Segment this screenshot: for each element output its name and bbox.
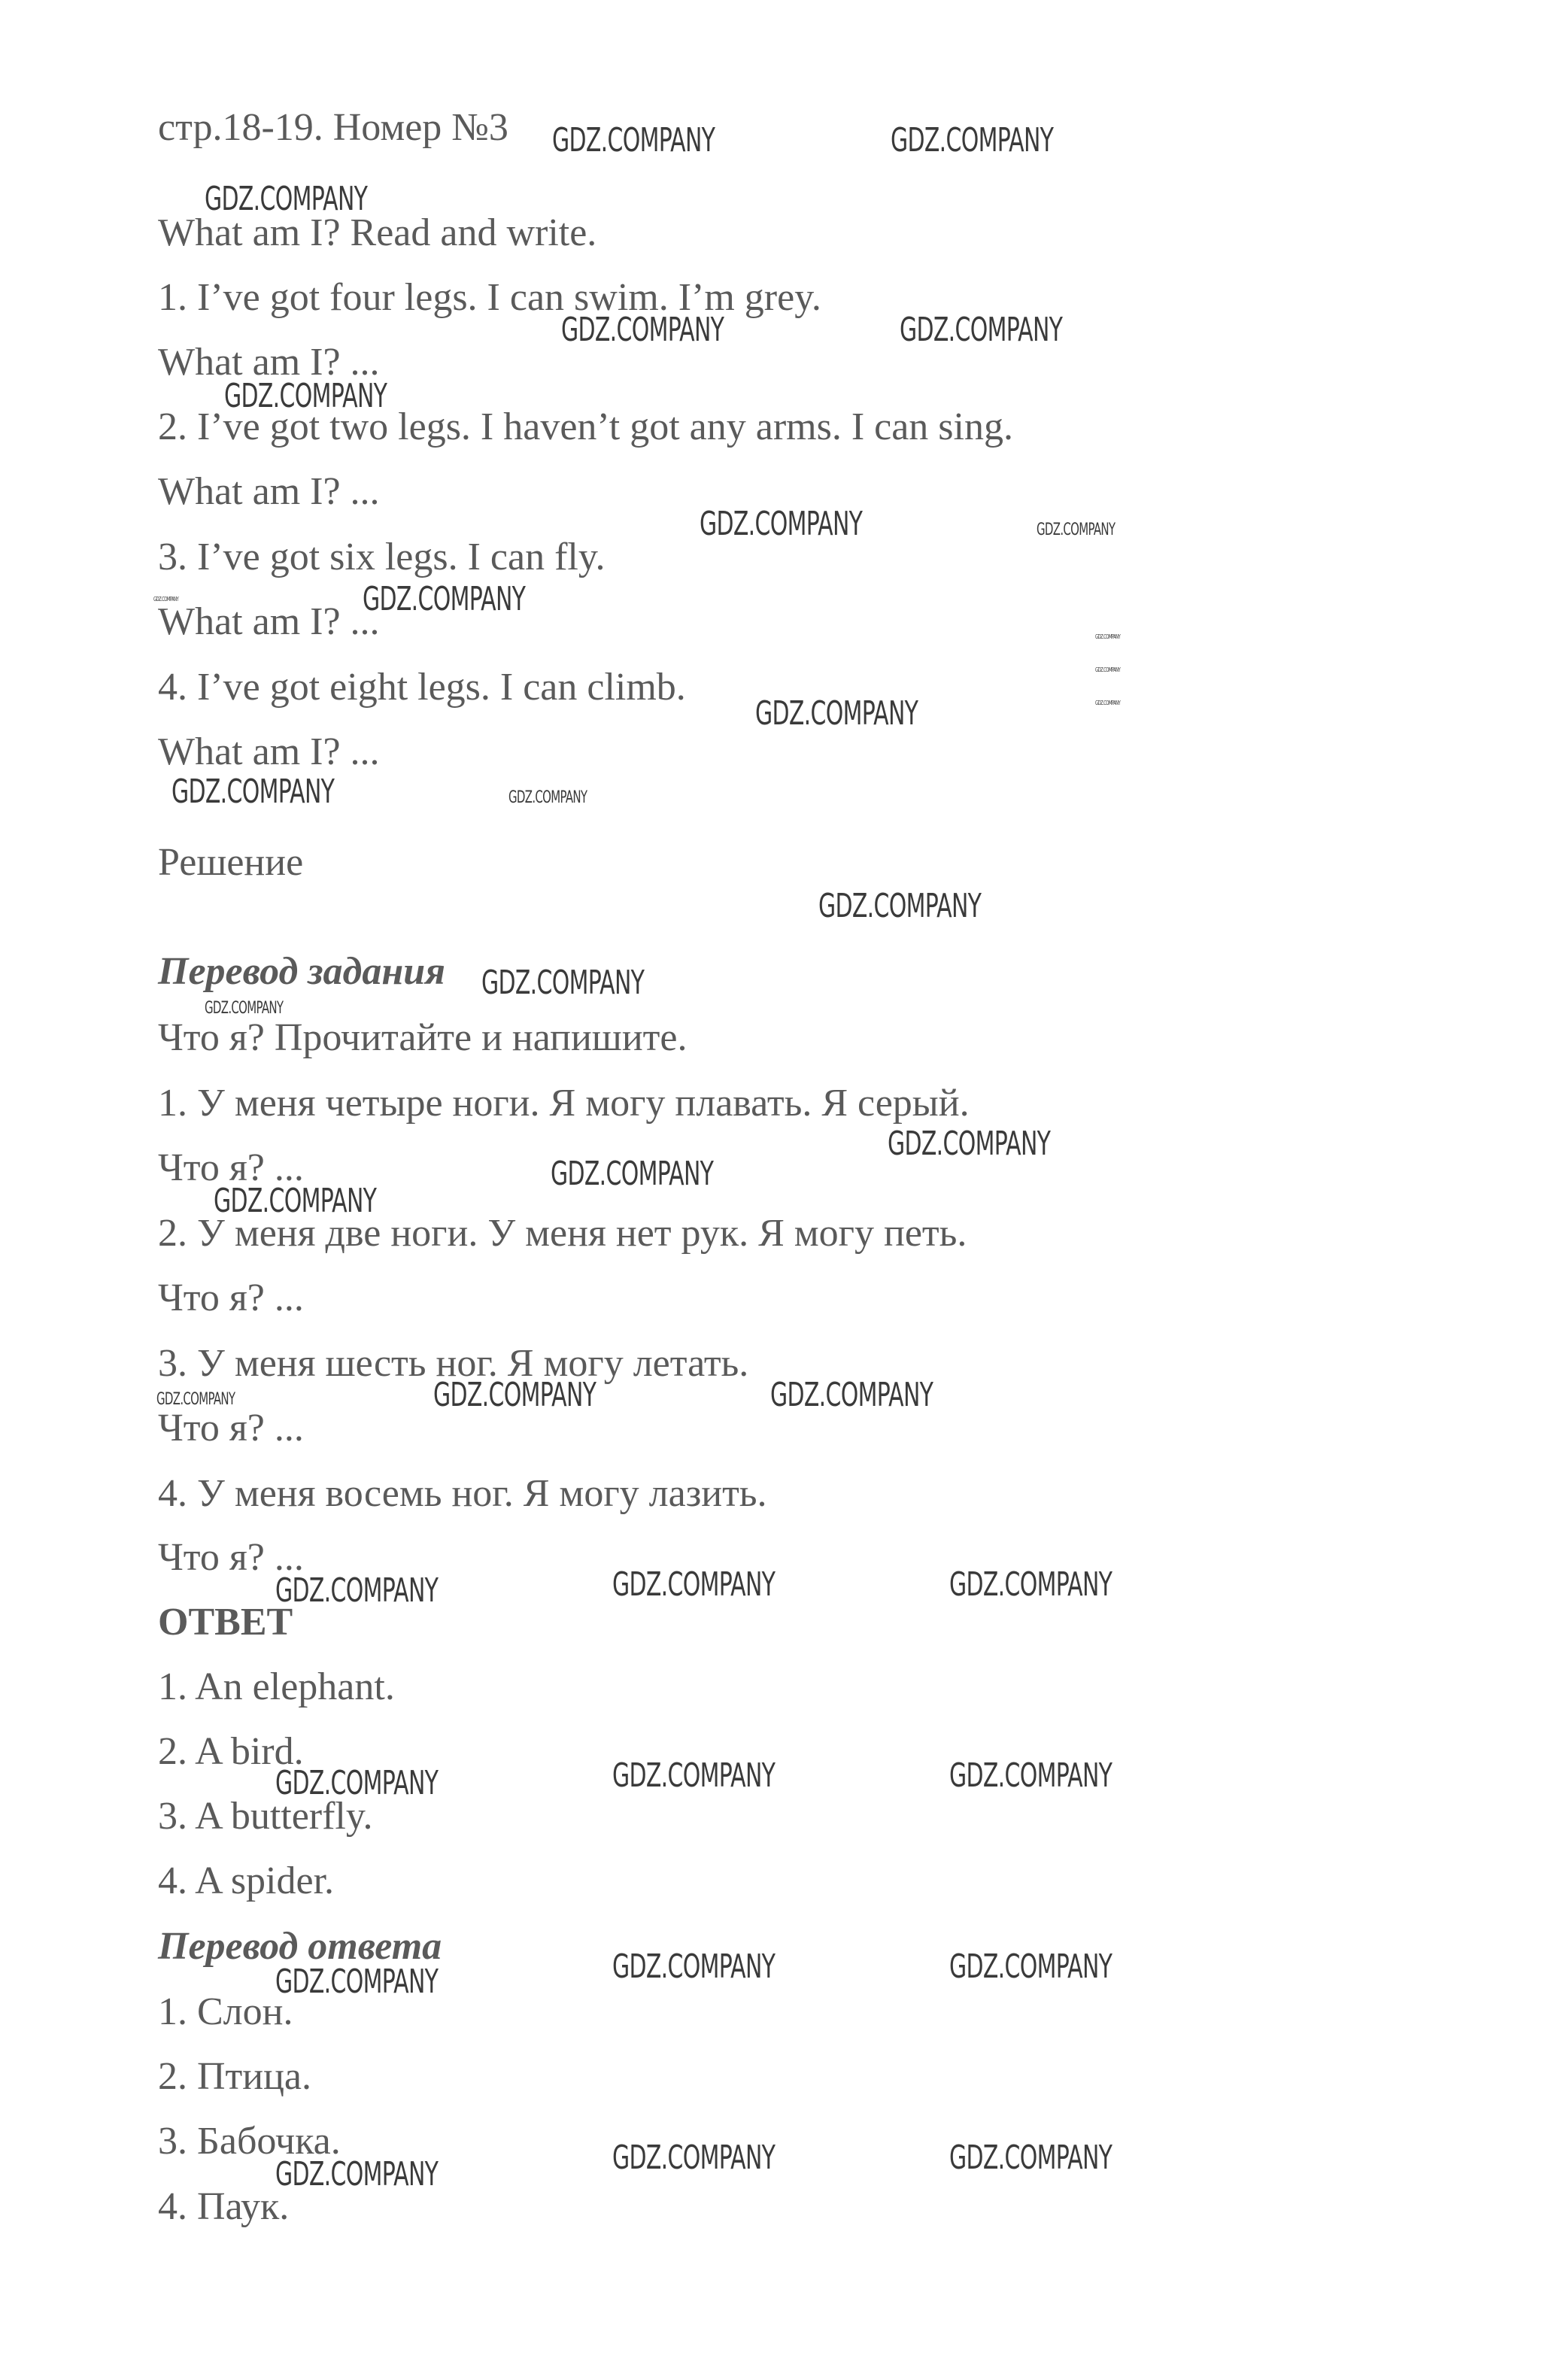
watermark: GDZ.COMPANY	[561, 311, 724, 349]
watermark: GDZ.COMPANY	[551, 1155, 714, 1193]
watermark: GDZ.COMPANY	[900, 311, 1063, 349]
translation-line: Что я? ...	[158, 1277, 304, 1319]
translation-line: Что я? ...	[158, 1536, 304, 1579]
task-line: What am I? ...	[158, 341, 380, 384]
watermark: GDZ.COMPANY	[275, 1571, 439, 1610]
translation-heading: Перевод задания	[158, 950, 445, 993]
watermark: GDZ.COMPANY	[172, 773, 335, 811]
watermark: GDZ.COMPANY	[275, 2155, 439, 2193]
task-line: What am I? ...	[158, 730, 380, 773]
watermark: GDZ.COMPANY	[275, 1963, 439, 2001]
page-header: стр.18-19. Номер №3	[158, 106, 508, 149]
watermark: GDZ.COMPANY	[888, 1125, 1051, 1163]
watermark: GDZ.COMPANY	[949, 1947, 1112, 1986]
watermark: GDZ.COMPANY	[1037, 521, 1116, 539]
task-line: 2. I’ve got two legs. I haven’t got any arms. I can sing.	[158, 405, 1013, 448]
translation-line: 2. У меня две ноги. У меня нет рук. Я могу петь.	[158, 1212, 967, 1255]
watermark: GDZ.COMPANY	[224, 377, 387, 415]
watermark: GDZ.COMPANY	[1095, 666, 1121, 673]
watermark: GDZ.COMPANY	[612, 1565, 776, 1604]
watermark: GDZ.COMPANY	[1095, 633, 1121, 640]
watermark: GDZ.COMPANY	[205, 180, 368, 218]
translation-line: Что я? ...	[158, 1407, 304, 1450]
watermark: GDZ.COMPANY	[214, 1182, 377, 1220]
watermark: GDZ.COMPANY	[153, 596, 179, 603]
translation-instruction: Что я? Прочитайте и напишите.	[158, 1016, 688, 1059]
answer-translation-line: 3. Бабочка.	[158, 2120, 341, 2163]
solution-heading: Решение	[158, 841, 304, 884]
translation-line: 4. У меня восемь ног. Я могу лазить.	[158, 1472, 767, 1515]
answer-heading: ОТВЕТ	[158, 1601, 293, 1644]
watermark: GDZ.COMPANY	[818, 887, 982, 925]
watermark: GDZ.COMPANY	[275, 1764, 439, 1802]
watermark: GDZ.COMPANY	[433, 1376, 596, 1414]
watermark: GDZ.COMPANY	[363, 580, 526, 618]
watermark: GDZ.COMPANY	[508, 788, 587, 807]
watermark: GDZ.COMPANY	[481, 964, 645, 1002]
translation-line: 3. У меня шесть ног. Я могу летать.	[158, 1342, 749, 1385]
task-line: What am I? ...	[158, 600, 380, 643]
watermark: GDZ.COMPANY	[949, 1756, 1112, 1795]
watermark: GDZ.COMPANY	[552, 121, 715, 159]
answer-line: 1. An elephant.	[158, 1665, 395, 1708]
answer-translation-heading: Перевод ответа	[158, 1925, 442, 1968]
watermark: GDZ.COMPANY	[156, 1390, 235, 1409]
answer-line: 3. A butterfly.	[158, 1795, 373, 1838]
task-line: What am I? ...	[158, 470, 380, 513]
answer-translation-line: 1. Слон.	[158, 1990, 293, 2033]
watermark: GDZ.COMPANY	[891, 121, 1054, 159]
task-line: 3. I’ve got six legs. I can fly.	[158, 536, 606, 578]
watermark: GDZ.COMPANY	[205, 999, 284, 1018]
translation-line: Что я? ...	[158, 1146, 304, 1189]
watermark: GDZ.COMPANY	[612, 1756, 776, 1795]
translation-line: 1. У меня четыре ноги. Я могу плавать. Я серый.	[158, 1082, 970, 1125]
task-line: 1. I’ve got four legs. I can swim. I’m grey.	[158, 276, 821, 319]
watermark: GDZ.COMPANY	[755, 694, 918, 733]
watermark: GDZ.COMPANY	[700, 505, 863, 543]
answer-translation-line: 4. Паук.	[158, 2185, 290, 2228]
answer-line: 2. A bird.	[158, 1730, 304, 1773]
watermark: GDZ.COMPANY	[949, 1565, 1112, 1604]
watermark: GDZ.COMPANY	[612, 1947, 776, 1986]
answer-translation-line: 2. Птица.	[158, 2055, 312, 2098]
watermark: GDZ.COMPANY	[612, 2139, 776, 2177]
answer-line: 4. A spider.	[158, 1859, 335, 1902]
task-instruction: What am I? Read and write.	[158, 211, 597, 254]
task-line: 4. I’ve got eight legs. I can climb.	[158, 666, 686, 709]
watermark: GDZ.COMPANY	[770, 1376, 933, 1414]
watermark: GDZ.COMPANY	[1095, 700, 1121, 706]
watermark: GDZ.COMPANY	[949, 2139, 1112, 2177]
